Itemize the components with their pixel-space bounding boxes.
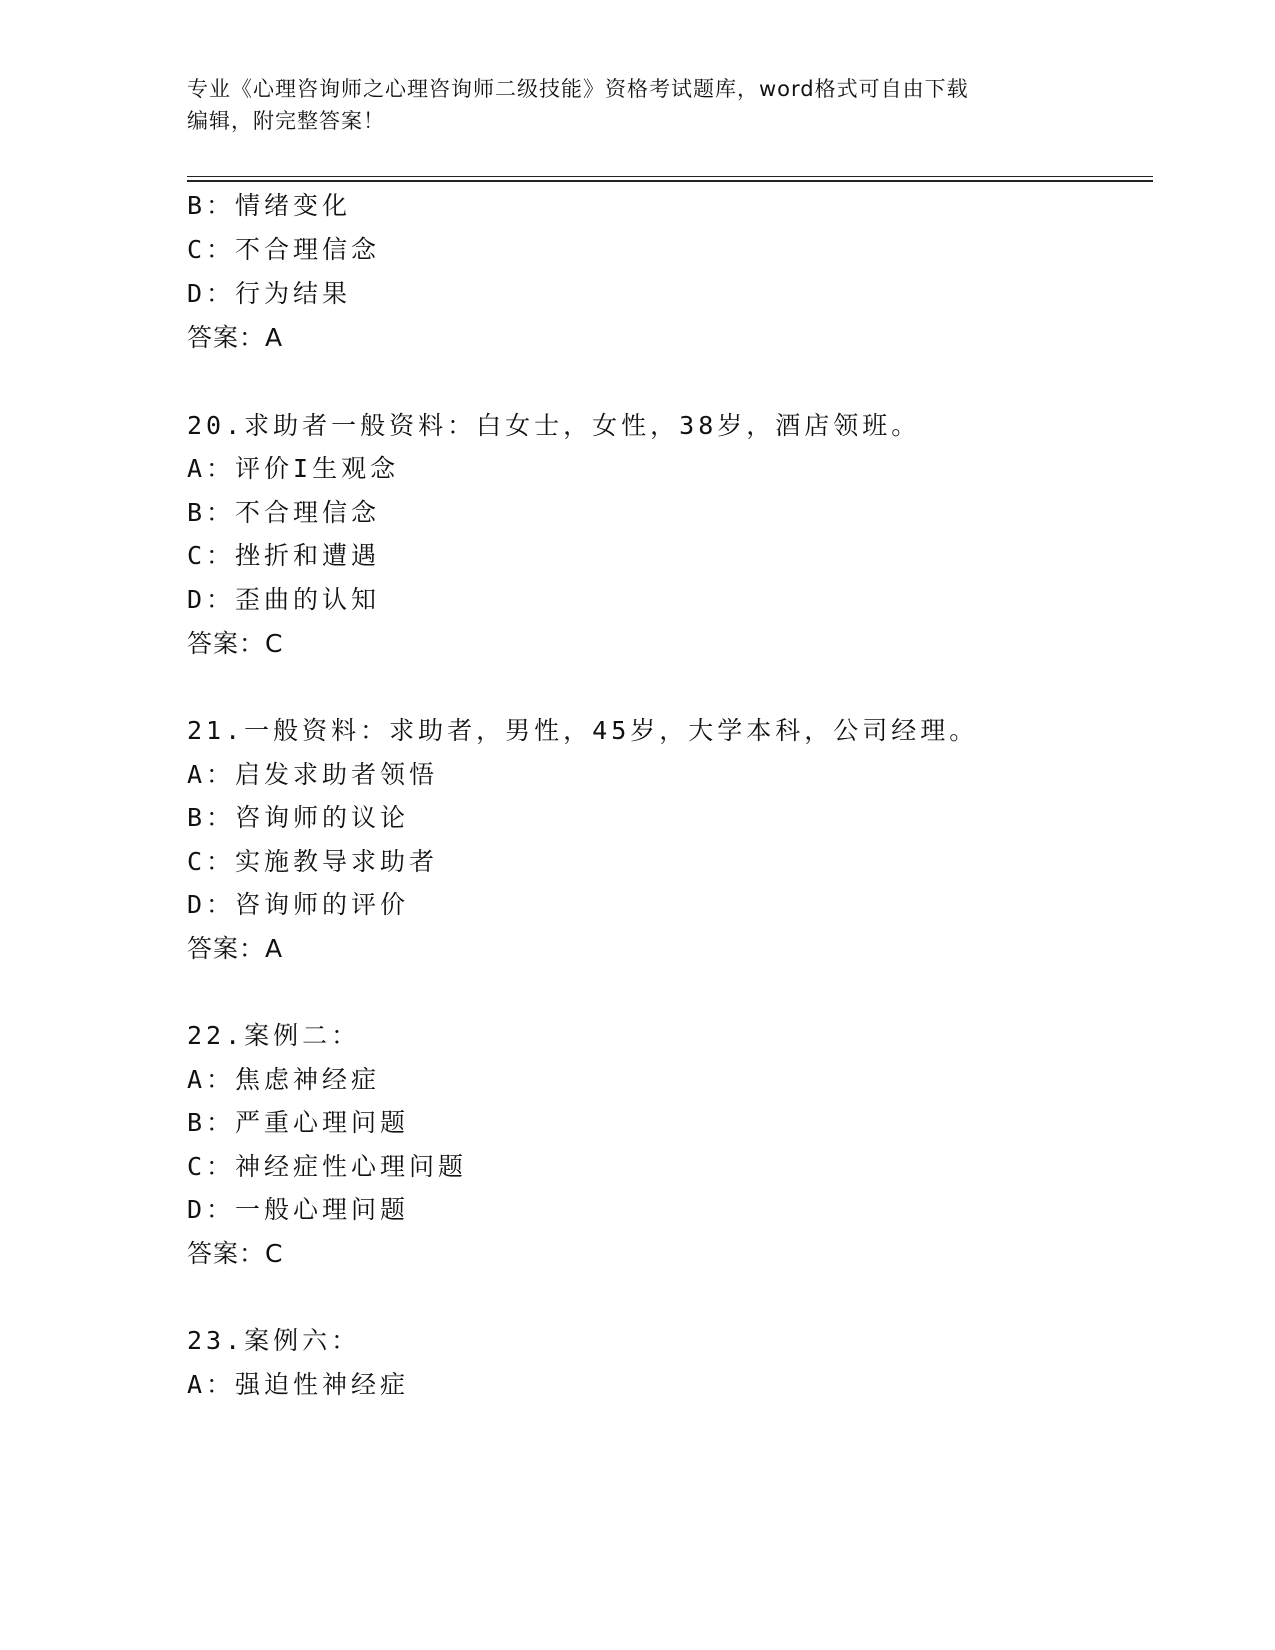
question-stem: 23.案例六： — [187, 1326, 361, 1355]
option-b: B：严重心理问题 — [187, 1108, 410, 1137]
answer: 答案：A — [187, 934, 284, 963]
answer: 答案：A — [187, 323, 284, 352]
header-line-1: 专业《心理咨询师之心理咨询师二级技能》资格考试题库，word格式可自由下载 — [187, 77, 969, 101]
option-a: A：强迫性神经症 — [187, 1370, 410, 1399]
answer: 答案：C — [187, 629, 284, 658]
option-d: D：歪曲的认知 — [187, 585, 381, 614]
document-header — [187, 73, 1107, 137]
option-d: D：行为结果 — [187, 279, 352, 308]
option-c: C：挫折和遭遇 — [187, 541, 381, 570]
question-stem: 22.案例二： — [187, 1021, 361, 1050]
option-d: D：一般心理问题 — [187, 1195, 410, 1224]
header-divider-thick — [187, 180, 1153, 182]
option-c: C：神经症性心理问题 — [187, 1152, 468, 1181]
option-c: C：实施教导求助者 — [187, 847, 439, 876]
question-stem: 21.一般资料：求助者，男性，45岁，大学本科，公司经理。 — [187, 716, 979, 745]
header-divider — [187, 176, 1153, 177]
option-b: B：不合理信念 — [187, 498, 381, 527]
option-d: D：咨询师的评价 — [187, 890, 410, 919]
option-b: B：情绪变化 — [187, 191, 352, 220]
option-c: C：不合理信念 — [187, 235, 381, 264]
option-a: A：焦虑神经症 — [187, 1065, 381, 1094]
answer: 答案：C — [187, 1239, 284, 1268]
option-a: A：启发求助者领悟 — [187, 760, 439, 789]
option-a: A：评价I生观念 — [187, 454, 400, 483]
option-b: B：咨询师的议论 — [187, 803, 410, 832]
question-stem: 20.求助者一般资料：白女士，女性，38岁，酒店领班。 — [187, 411, 921, 440]
header-line-2: 编辑，附完整答案！ — [187, 109, 385, 133]
